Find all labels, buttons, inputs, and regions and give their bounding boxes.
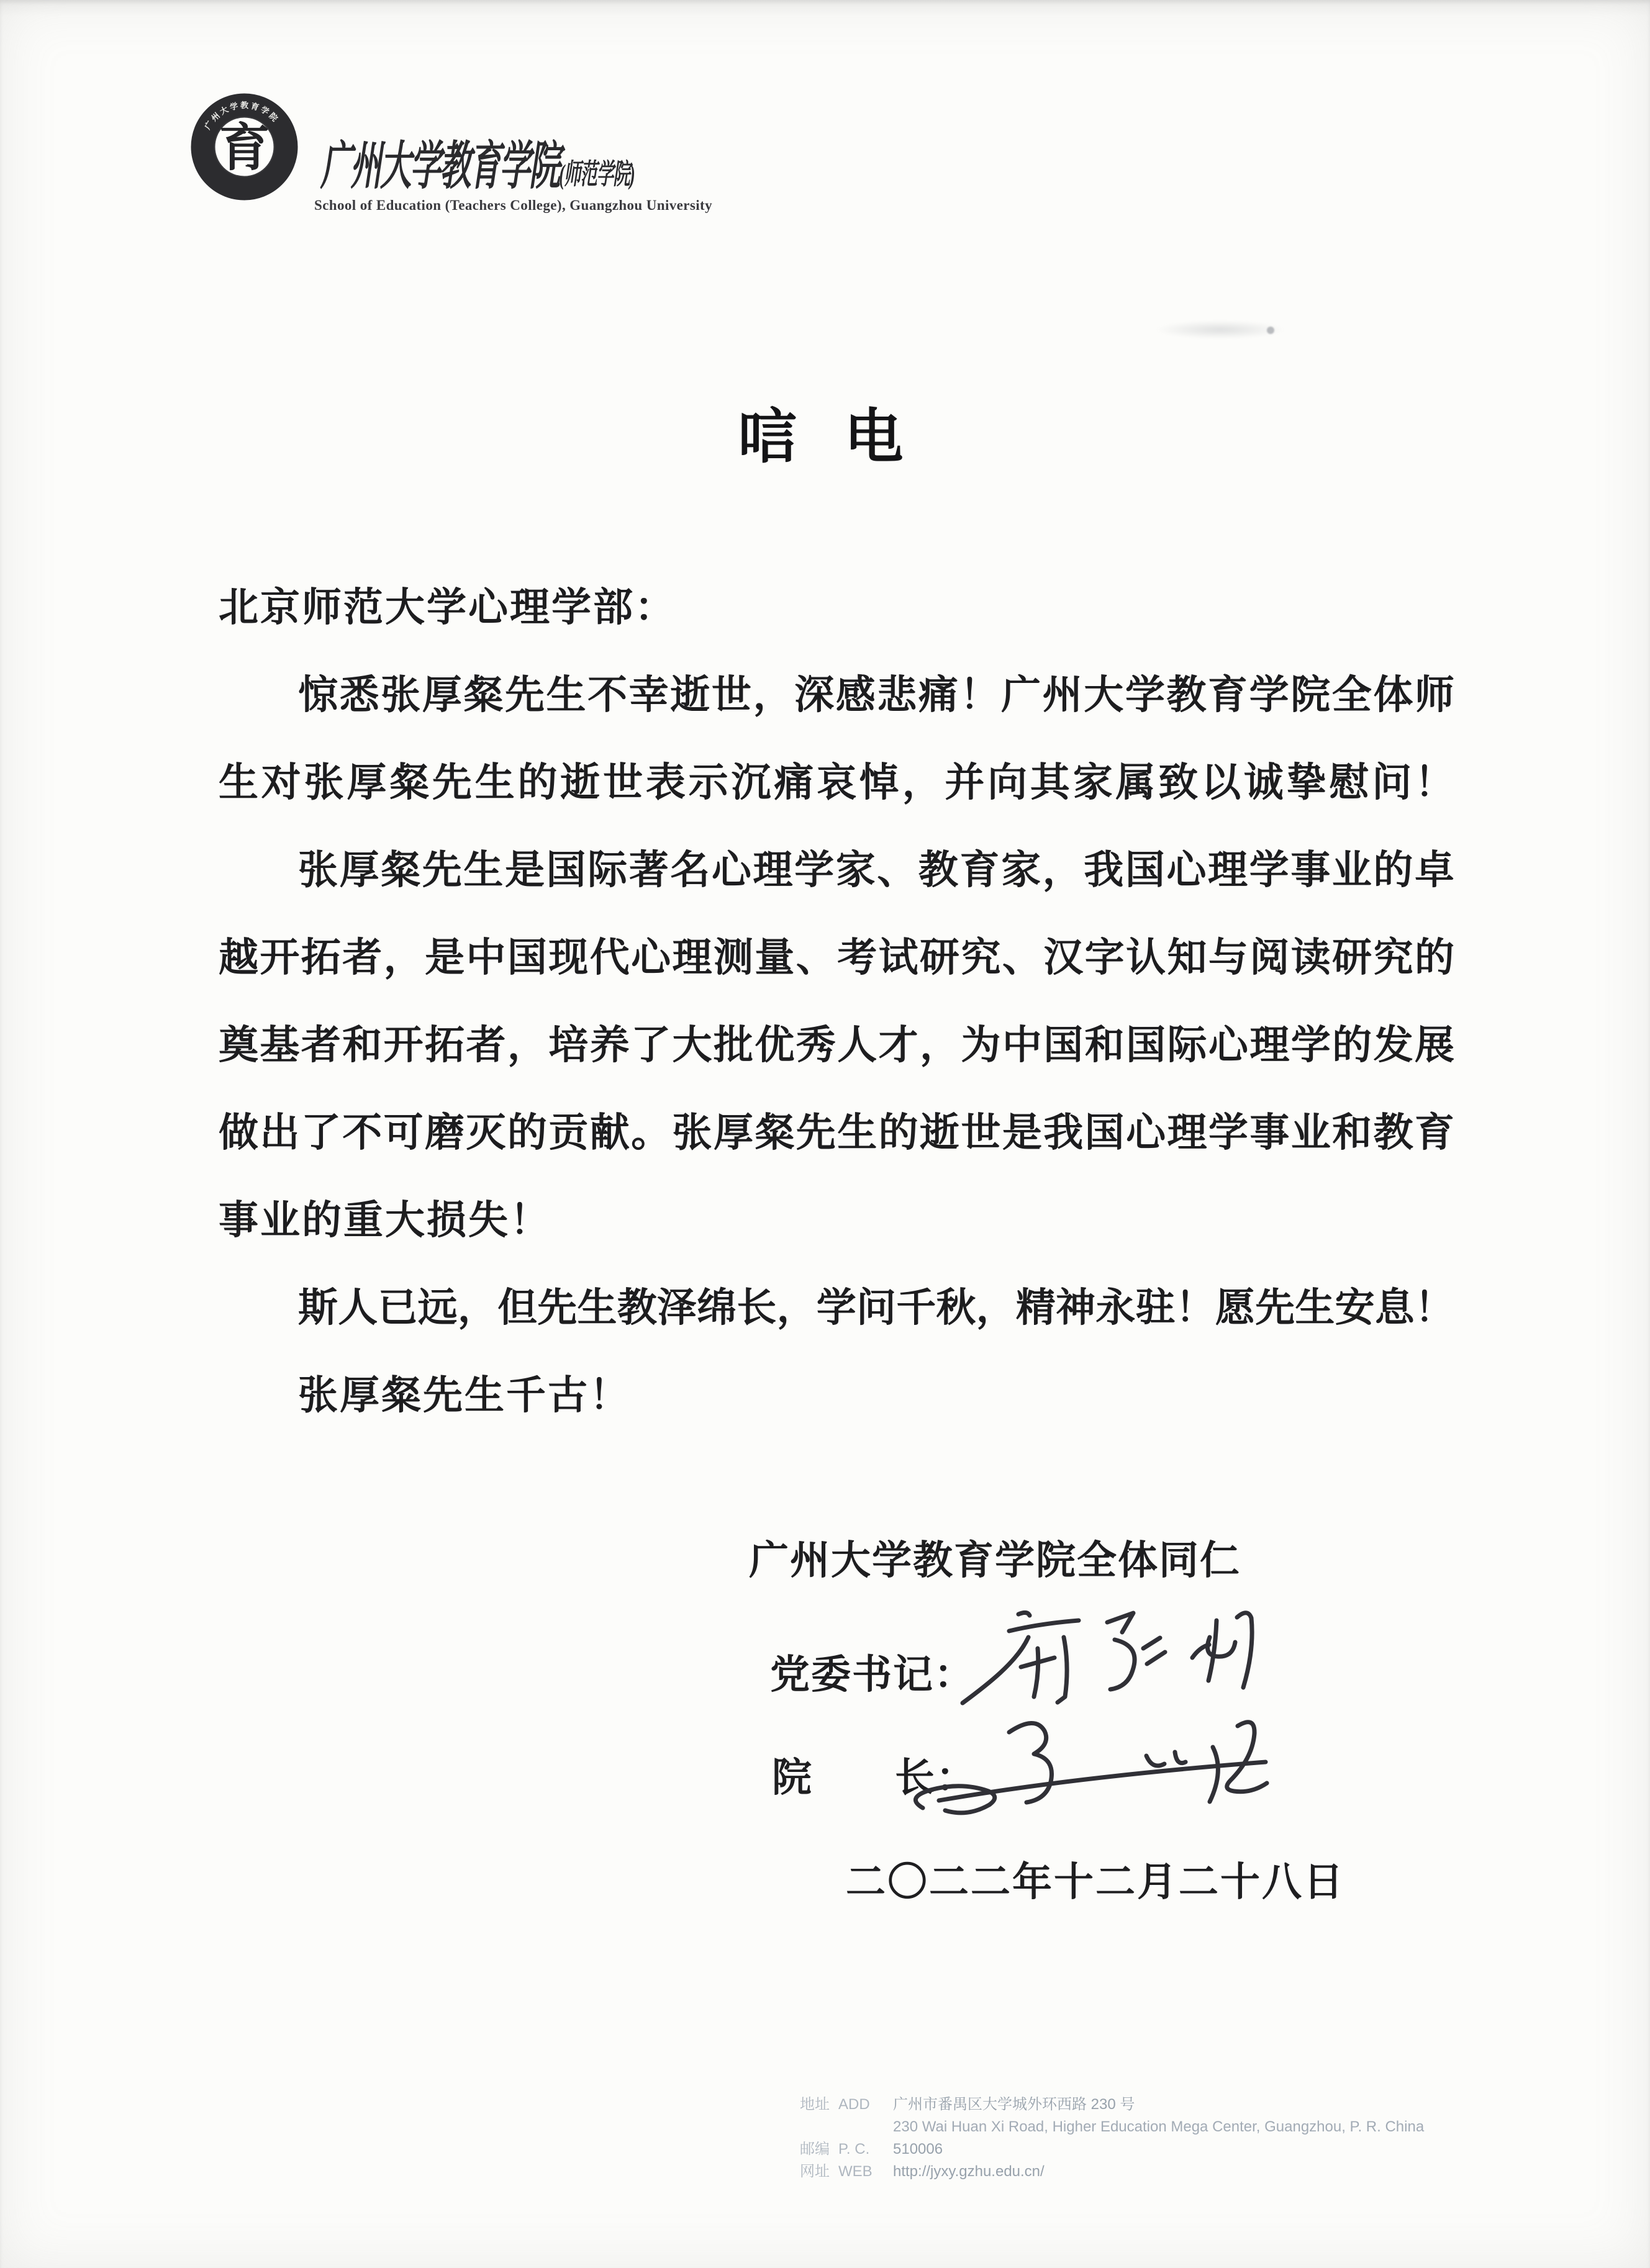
address-label-en: ADD <box>838 2096 870 2113</box>
body-line: 斯人已远，但先生教泽绵长，学问千秋，精神永驻！愿先生安息！ <box>298 1286 1454 1330</box>
seal-ring-text: 广州大学教育学院 <box>202 100 281 132</box>
footer-address-row <box>800 2094 1424 2116</box>
web-label-zh: 网址 <box>800 2163 830 2180</box>
body-line: 事业的重大损失！ <box>219 1198 551 1242</box>
address-label-zh: 地址 <box>800 2096 830 2113</box>
body-line: 越开拓者，是中国现代心理测量、考试研究、汉字认知与阅读研究的 <box>219 936 1454 980</box>
body-line: 奠基者和开拓者，培养了大批优秀人才，为中国和国际心理学的发展 <box>219 1023 1454 1067</box>
letterhead-footer <box>800 2094 1424 2183</box>
body-line: 做出了不可磨灭的贡献。张厚粲先生的逝世是我国心理学事业和教育 <box>219 1111 1454 1155</box>
web-value: http://jyxy.gzhu.edu.cn/ <box>893 2163 1045 2180</box>
org-name-zh: 广州大学教育学院 <box>320 138 560 196</box>
dean-label: 院 长： <box>772 1756 977 1800</box>
letter-body <box>219 564 1454 1439</box>
org-name-calligraphy <box>320 124 635 199</box>
signature-org-line: 广州大学教育学院全体同仁 <box>749 1538 1241 1583</box>
body-line: 惊悉张厚粲先生不幸逝世，深感悲痛！广州大学教育学院全体师 <box>298 673 1454 717</box>
org-name-english: School of Education (Teachers College), Guangzhou University <box>314 197 712 213</box>
body-line: 生对张厚粲先生的逝世表示沉痛哀悼，并向其家属致以诚挚慰问！ <box>219 761 1454 805</box>
postcode-label-en: P. C. <box>838 2141 870 2157</box>
footer-web-row <box>800 2161 1424 2183</box>
date-line: 二〇二二年十二月二十八日 <box>846 1860 1345 1904</box>
body-line: 张厚粲先生千古！ <box>298 1373 631 1417</box>
scan-ink-dot <box>1267 327 1274 334</box>
seal-center-glyph: 育 <box>219 120 270 176</box>
scan-smudge <box>1155 320 1285 339</box>
party-secretary-label: 党委书记： <box>770 1653 975 1697</box>
postcode-value: 510006 <box>893 2141 943 2157</box>
body-line: 张厚粲先生是国际著名心理学家、教育家，我国心理学事业的卓 <box>298 848 1454 892</box>
org-name-suffix: (师范学院) <box>559 158 635 190</box>
address-value-en: 230 Wai Huan Xi Road, Higher Education Mega Center, Guangzhou, P. R. China <box>893 2118 1425 2135</box>
recipient-line: 北京师范大学心理学部： <box>219 585 676 630</box>
footer-postcode-row <box>800 2138 1424 2161</box>
postcode-label-zh: 邮编 <box>800 2141 830 2157</box>
scan-edge-shading <box>0 0 1650 16</box>
school-seal-icon <box>191 93 298 201</box>
footer-address-en-row <box>800 2116 1424 2138</box>
address-value-zh: 广州市番禺区大学城外环西路 230 号 <box>893 2096 1135 2113</box>
dean-signature <box>900 1707 1298 1816</box>
party-secretary-signature <box>956 1599 1267 1707</box>
document-title: 唁电 <box>738 404 951 470</box>
web-label-en: WEB <box>838 2163 873 2180</box>
